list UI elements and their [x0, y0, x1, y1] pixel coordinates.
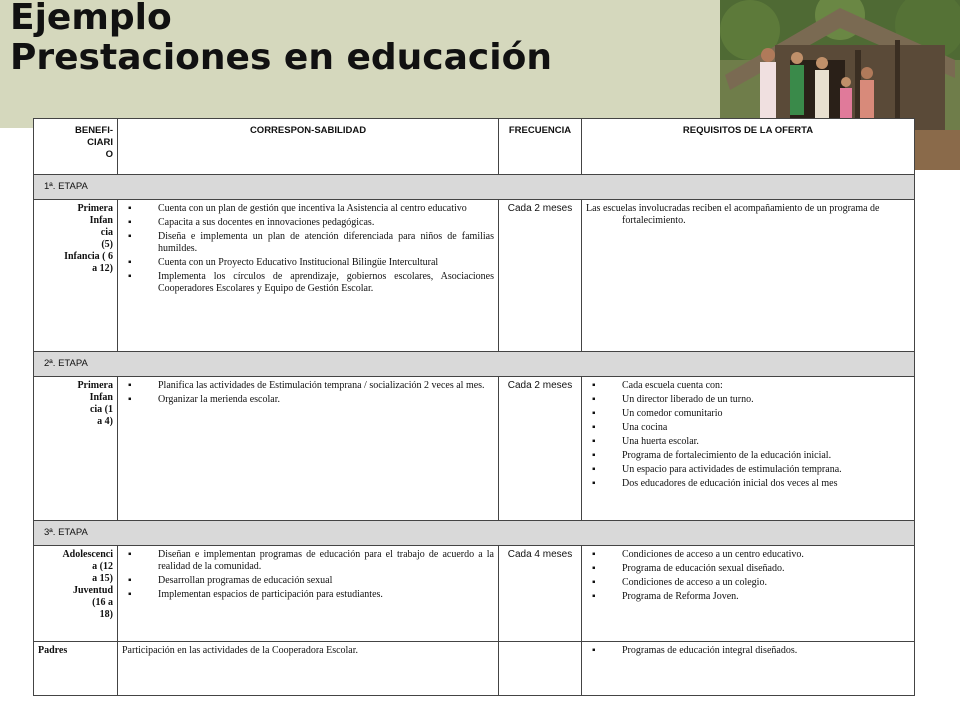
list-item: ▪ Una huerta escolar. [604, 436, 910, 448]
header-beneficiario: BENEFI- CIARI O [34, 119, 118, 175]
list-item: ▪ Programa de educación sexual diseñado. [604, 563, 910, 575]
frecuencia-cell: Cada 2 meses [499, 200, 582, 352]
list-item: ▪ Cuenta con un plan de gestión que incentiva la Asistencia al centro educativo [140, 203, 494, 215]
table-row [34, 200, 915, 352]
corresponsabilidad-cell [118, 546, 499, 642]
header-requisitos: REQUISITOS DE LA OFERTA [582, 119, 915, 175]
beneficiario-cell: Padres [34, 642, 118, 696]
list-item: ▪ Un director liberado de un turno. [604, 394, 910, 406]
requisitos-list [586, 549, 910, 603]
header-frecuencia: FRECUENCIA [499, 119, 582, 175]
title-line-2: Prestaciones en educación [10, 37, 552, 78]
list-item: ▪ Diseñan e implementan programas de educación para el trabajo de acuerdo a la realidad de la comunidad. [140, 549, 494, 573]
table-row [34, 377, 915, 521]
stage-row [34, 175, 915, 200]
list-item: ▪ Programa de Reforma Joven. [604, 591, 910, 603]
corresponsabilidad-cell [118, 377, 499, 521]
list-item: ▪ Dos educadores de educación inicial dos veces al mes [604, 478, 910, 490]
requisitos-cell [582, 546, 915, 642]
corresponsabilidad-cell: Participación en las actividades de la Cooperadora Escolar. [118, 642, 499, 696]
title-line-1: Ejemplo [10, 0, 172, 38]
table-row [34, 546, 915, 642]
list-item: ▪ Programas de educación integral diseñados. [604, 645, 910, 657]
stage-row [34, 521, 915, 546]
corresponsabilidad-cell [118, 200, 499, 352]
list-item: ▪ Capacita a sus docentes en innovaciones pedagógicas. [140, 217, 494, 229]
title-band [0, 0, 720, 128]
list-item: ▪ Condiciones de acceso a un colegio. [604, 577, 910, 589]
frecuencia-cell [499, 642, 582, 696]
list-item: ▪ Un espacio para actividades de estimulación temprana. [604, 464, 910, 476]
list-item: ▪ Diseña e implementa un plan de atención diferenciada para niños de familias humildes. [140, 231, 494, 255]
requisitos-list [586, 645, 910, 657]
beneficiario-cell: Primera Infan cia (5) Infancia ( 6 a 12) [34, 200, 118, 352]
requisitos-cell [582, 642, 915, 696]
requisitos-list [586, 380, 910, 490]
stage-label: 1ª. ETAPA [34, 175, 915, 200]
list-item: ▪ Una cocina [604, 422, 910, 434]
list-item: ▪ Implementan espacios de participación para estudiantes. [140, 589, 494, 601]
list-item: ▪ Condiciones de acceso a un centro educativo. [604, 549, 910, 561]
list-item: ▪ Planifica las actividades de Estimulación temprana / socialización 2 veces al mes. [140, 380, 494, 392]
requisitos-cell [582, 377, 915, 521]
benefits-table [33, 118, 915, 696]
corresponsabilidad-list [122, 549, 494, 601]
slide-title [10, 0, 552, 78]
table-row [34, 642, 915, 696]
stage-label: 3ª. ETAPA [34, 521, 915, 546]
corresponsabilidad-list [122, 203, 494, 295]
requisitos-text: Las escuelas involucradas reciben el acompañamiento de un programa de fortalecimiento. [586, 203, 880, 226]
corresponsabilidad-list [122, 380, 494, 406]
list-item: ▪ Un comedor comunitario [604, 408, 910, 420]
beneficiario-cell: Primera Infan cia (1 a 4) [34, 377, 118, 521]
requisitos-cell [582, 200, 915, 352]
list-item: ▪ Programa de fortalecimiento de la educación inicial. [604, 450, 910, 462]
list-item: ▪ Desarrollan programas de educación sexual [140, 575, 494, 587]
beneficiario-cell: Adolescenci a (12 a 15) Juventud (16 a 18) [34, 546, 118, 642]
list-item: ▪ Cada escuela cuenta con: [604, 380, 910, 392]
stage-row [34, 352, 915, 377]
list-item: ▪ Cuenta con un Proyecto Educativo Institucional Bilingüe Intercultural [140, 257, 494, 269]
list-item: ▪ Implementa los círculos de aprendizaje, gobiernos escolares, Asociaciones Cooperadores Escolares y Equipo de Gestión Escolar. [140, 271, 494, 295]
stage-label: 2ª. ETAPA [34, 352, 915, 377]
table-header-row [34, 119, 915, 175]
frecuencia-cell: Cada 4 meses [499, 546, 582, 642]
frecuencia-cell: Cada 2 meses [499, 377, 582, 521]
header-corresponsabilidad: CORRESPON-SABILIDAD [118, 119, 499, 175]
list-item: ▪ Organizar la merienda escolar. [140, 394, 494, 406]
